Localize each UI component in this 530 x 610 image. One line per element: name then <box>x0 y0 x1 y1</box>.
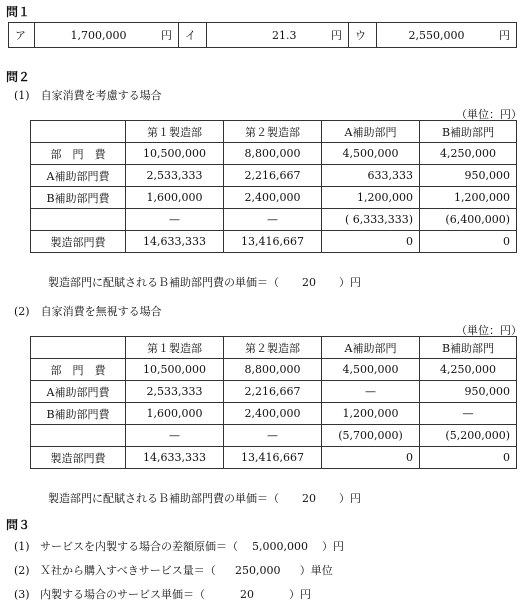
cell-value: 0 <box>420 447 517 469</box>
q3-item-suffix: ）単位 <box>299 564 333 577</box>
cell-value: — <box>224 425 322 447</box>
q3-item-value: 250,000 <box>235 564 281 577</box>
table-row <box>31 209 517 231</box>
unit-price-value: 20 <box>302 276 316 289</box>
q1-unit-a: 円 <box>133 23 179 48</box>
cell-value: 1,600,000 <box>126 187 224 209</box>
q3-item-3 <box>14 586 311 602</box>
table-row <box>31 425 517 447</box>
q2-part2-unit-price <box>48 490 361 506</box>
cell-value: 2,400,000 <box>224 187 322 209</box>
table-row <box>31 231 517 253</box>
cell-value: 1,200,000 <box>322 403 420 425</box>
q3-item-prefix: 内製する場合のサービス単価＝（ <box>40 588 205 601</box>
cell-value: — <box>322 381 420 403</box>
cell-value: 14,633,333 <box>126 447 224 469</box>
q1-label-a: ア <box>9 23 35 48</box>
cell-value: 633,333 <box>322 165 420 187</box>
q2-part1-unit-price <box>48 274 361 290</box>
cell-value: — <box>420 403 517 425</box>
unit-price-prefix: 製造部門に配賦されるＢ補助部門費の単価＝（ <box>48 492 279 505</box>
cell-value: 2,400,000 <box>224 403 322 425</box>
cell-value: — <box>126 425 224 447</box>
row-label <box>31 209 126 231</box>
q1-unit-i: 円 <box>303 23 349 48</box>
row-label: 製造部門費 <box>31 231 126 253</box>
row-label: A補助部門費 <box>31 381 126 403</box>
q2-part1-heading: (1) 自家消費を考慮する場合 <box>14 89 162 102</box>
column-header: 第２製造部 <box>224 337 322 359</box>
header-blank <box>31 337 126 359</box>
table-row <box>31 381 517 403</box>
table-row <box>31 187 517 209</box>
q3-item-value: 5,000,000 <box>252 540 308 553</box>
unit-price-value: 20 <box>302 492 316 505</box>
cell-value: 1,200,000 <box>420 187 517 209</box>
row-label: A補助部門費 <box>31 165 126 187</box>
q1-answer-table <box>8 22 517 48</box>
cell-value: 950,000 <box>420 381 517 403</box>
cell-value: 1,600,000 <box>126 403 224 425</box>
column-header: B補助部門 <box>420 121 517 143</box>
cell-value: 10,500,000 <box>126 143 224 165</box>
q3-item-2 <box>14 562 333 578</box>
table-row <box>31 359 517 381</box>
row-label: 製造部門費 <box>31 447 126 469</box>
q3-item-number: (1) <box>14 540 30 553</box>
cell-value: 950,000 <box>420 165 517 187</box>
cell-value: 0 <box>322 231 420 253</box>
unit-price-suffix: ）円 <box>339 276 361 289</box>
table-header-row <box>31 121 517 143</box>
column-header: 第１製造部 <box>126 121 224 143</box>
cell-value: 13,416,667 <box>224 231 322 253</box>
unit-price-suffix: ）円 <box>339 492 361 505</box>
q2-part2-heading: (2) 自家消費を無視する場合 <box>14 305 162 318</box>
q3-item-suffix: ）円 <box>322 540 344 553</box>
q3-item-value: 20 <box>240 588 254 601</box>
q3-item-prefix: サービスを内製する場合の差額原価＝（ <box>40 540 238 553</box>
column-header: A補助部門 <box>322 121 420 143</box>
q3-title: 問３ <box>6 518 31 532</box>
cell-value: 1,200,000 <box>322 187 420 209</box>
column-header: 第１製造部 <box>126 337 224 359</box>
q3-item-number: (2) <box>14 564 30 577</box>
q2-part1-unit-note: （単位：円） <box>456 108 522 121</box>
cell-value: 4,250,000 <box>420 359 517 381</box>
row-label: B補助部門費 <box>31 187 126 209</box>
row-label: B補助部門費 <box>31 403 126 425</box>
q3-item-prefix: Ｘ社から購入すべきサービス量＝（ <box>40 564 216 577</box>
cell-value: 0 <box>322 447 420 469</box>
cell-value: 8,800,000 <box>224 143 322 165</box>
cell-value: — <box>224 209 322 231</box>
cell-value: 2,533,333 <box>126 381 224 403</box>
row-label <box>31 425 126 447</box>
row-label: 部 門 費 <box>31 359 126 381</box>
q2-title: 問２ <box>6 70 31 84</box>
cell-value: 2,533,333 <box>126 165 224 187</box>
column-header: B補助部門 <box>420 337 517 359</box>
q1-value-u: 2,550,000 <box>377 23 471 48</box>
cell-value: 14,633,333 <box>126 231 224 253</box>
cell-value: 13,416,667 <box>224 447 322 469</box>
q1-value-i: 21.3 <box>207 23 303 48</box>
cell-value: — <box>126 209 224 231</box>
q2-part2-table <box>30 336 517 469</box>
table-row <box>31 403 517 425</box>
cell-value: 10,500,000 <box>126 359 224 381</box>
cell-value: 2,216,667 <box>224 165 322 187</box>
q2-part2-unit-note: （単位：円） <box>456 324 522 337</box>
table-row <box>31 165 517 187</box>
cell-value: 8,800,000 <box>224 359 322 381</box>
cell-value: 4,500,000 <box>322 143 420 165</box>
unit-price-prefix: 製造部門に配賦されるＢ補助部門費の単価＝（ <box>48 276 279 289</box>
cell-value: (5,200,000) <box>420 425 517 447</box>
cell-value: (5,700,000) <box>322 425 420 447</box>
table-row <box>31 447 517 469</box>
q1-unit-u: 円 <box>471 23 517 48</box>
q1-label-i: イ <box>179 23 207 48</box>
column-header: 第２製造部 <box>224 121 322 143</box>
q1-title: 問１ <box>6 5 31 19</box>
row-label: 部 門 費 <box>31 143 126 165</box>
q1-label-u: ウ <box>349 23 377 48</box>
cell-value: (6,400,000) <box>420 209 517 231</box>
header-blank <box>31 121 126 143</box>
cell-value: 4,250,000 <box>420 143 517 165</box>
cell-value: ( 6,333,333) <box>322 209 420 231</box>
q3-item-number: (3) <box>14 588 30 601</box>
q2-part1-table <box>30 120 517 253</box>
cell-value: 2,216,667 <box>224 381 322 403</box>
q1-answer-row <box>9 23 517 48</box>
cell-value: 0 <box>420 231 517 253</box>
table-row <box>31 143 517 165</box>
table-header-row <box>31 337 517 359</box>
cell-value: 4,500,000 <box>322 359 420 381</box>
column-header: A補助部門 <box>322 337 420 359</box>
q3-item-1 <box>14 538 344 554</box>
q1-value-a: 1,700,000 <box>35 23 133 48</box>
q3-item-suffix: ）円 <box>289 588 311 601</box>
